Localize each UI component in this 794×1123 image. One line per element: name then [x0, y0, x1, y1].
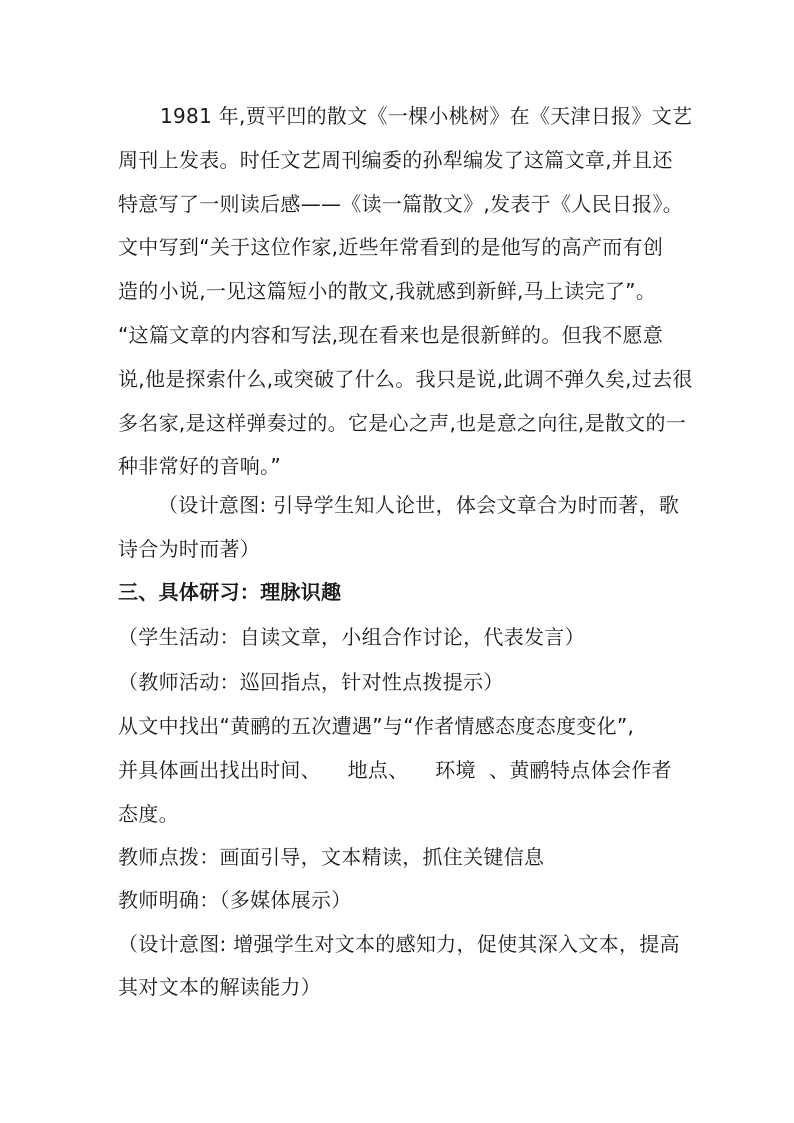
teacher-activity: （教师活动：巡回指点，针对性点拨提示）: [118, 670, 504, 694]
task-line: 并具体画出找出时间、 地点、 环境 、黄鹂特点体会作者: [118, 758, 672, 782]
paragraph-line: 1981 年,贾平凹的散文《一棵小桃树》在《天津日报》文艺: [160, 104, 693, 128]
teacher-clarify: 教师明确：（多媒体展示）: [118, 888, 352, 912]
task-line: 从文中找出“黄鹂的五次遭遇”与“作者情感态度态度变化”,: [118, 714, 635, 738]
paragraph-line: 说,他是探索什么,或突破了什么。我只是说,此调不弹久矣,过去很: [118, 367, 693, 391]
paragraph-line: 文中写到“关于这位作家,近些年常看到的是他写的高产而有创: [118, 235, 664, 259]
task-line: 态度。: [118, 802, 179, 826]
teacher-guide: 教师点拨：画面引导，文本精读，抓住关键信息: [118, 845, 545, 869]
design-intent-note: （设计意图: 引导学生知人论世，体会文章合为时而著，歌: [158, 493, 680, 517]
paragraph-line: “这篇文章的内容和写法,现在看来也是很新鲜的。但我不愿意: [118, 323, 664, 347]
paragraph-line: 特意写了一则读后感——《读一篇散文》,发表于《人民日报》。: [118, 192, 684, 216]
paragraph-line: 周刊上发表。时任文艺周刊编委的孙犁编发了这篇文章,并且还: [118, 148, 673, 172]
paragraph-line: 多名家,是这样弹奏过的。它是心之声,也是意之向往,是散文的一: [118, 411, 687, 435]
design-intent-note: 其对文本的解读能力）: [118, 975, 321, 999]
design-intent-note: （设计意图: 增强学生对文本的感知力，促使其深入文本，提高: [118, 932, 680, 956]
paragraph-line: 种非常好的音响。”: [118, 454, 282, 478]
document-body: [118, 0, 693, 1123]
student-activity: （学生活动：自读文章，小组合作讨论，代表发言）: [118, 625, 585, 649]
paragraph-line: 造的小说,一见这篇短小的散文,我就感到新鲜,马上读完了”。: [118, 279, 657, 303]
design-intent-note: 诗合为时而著）: [118, 537, 261, 561]
section-heading: 三、具体研习：理脉识趣: [118, 580, 342, 604]
